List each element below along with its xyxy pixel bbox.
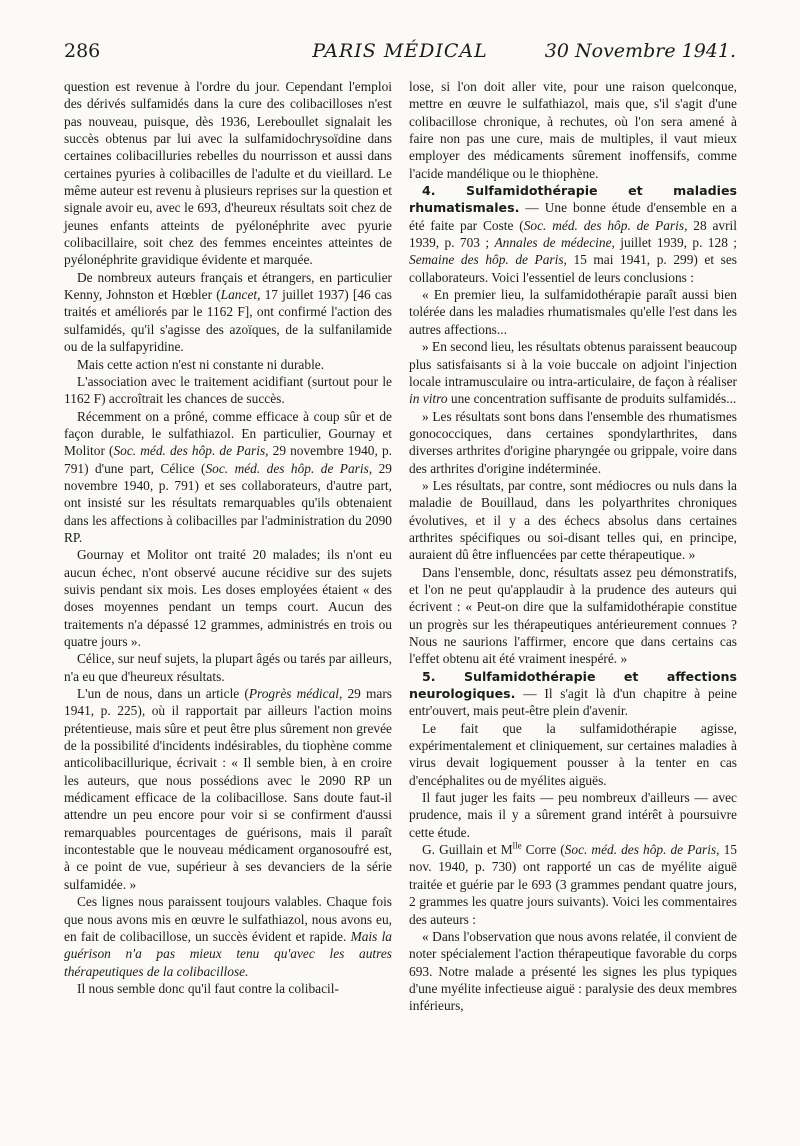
citation: Progrès médical, <box>248 686 343 702</box>
quote-paragraph: » En second lieu, les résultats obtenus paraissent beaucoup plus satisfaisants si à la voie buccale on adjoint l'injection locale intramusculaire ou intra-articulaire, de façon à réaliser in vitro une concentration suffisante de produits sulfamidés... <box>409 339 737 407</box>
section-heading: 4. Sulfamidothérapie et maladies rhumatismales. <box>409 183 737 216</box>
citation: Semaine des hôp. de Paris, <box>409 252 567 268</box>
paragraph: question est revenue à l'ordre du jour. Cependant l'emploi des dérivés sulfamidés dans la cure des colibacilloses n'est pas nouveau, puisque, dès 1936, Lereboullet signalait les succès obtenus par lui avec la sulfamidochrysoïdine dans certaines colibacilluries rebelles du nourrisson et aussi dans certaines pyuries à colibacilles de l'adulte et du vieillard. Le même auteur est revenu à plusieurs reprises sur la question et signale avoir eu, avec le 693, d'heureux résultats soit chez de jeunes enfants atteints de pyélonéphrite avec pyurie colibacillaire, soit chez des femmes enceintes atteintes de pyélonéphrite gravidique évidente et marquée. <box>64 79 392 268</box>
quote-paragraph: » Les résultats sont bons dans l'ensemble des rhumatismes gonococciques, dans certaines spondylarthrites, dans diverses arthrites d'origine pharyngée ou grippale, voire dans des arthrites d'origine indéterminée. <box>409 408 737 476</box>
section-4: 4. Sulfamidothérapie et maladies rhumatismales. — Une bonne étude d'ensemble en a été faite par Coste (Soc. méd. des hôp. de Paris, 28 avril 1939, p. 703 ; Annales de médecine, juillet 1939, p. 128 ; Semaine des hôp. de Paris, 15 mai 1941, p. 299) et ses collaborateurs. Voici l'essentiel de leurs conclusions : <box>409 183 738 285</box>
paragraph: Dans l'ensemble, donc, résultats assez peu démonstratifs, et l'on ne peut qu'applaudir à la prudence des auteurs qui écrivent : « Peut-on dire que la sulfamidothérapie constitue un progrès sur les thérapeutiques antérieurement connues ? Nous ne saurions l'affirmer, encore que dans certains cas l'effet obtenu ait été vraiment inespéré. » <box>409 564 737 667</box>
citation: Annales de médecine, <box>494 235 615 251</box>
paragraph: Gournay et Molitor ont traité 20 malades; ils n'ont eu aucun échec, n'ont observé aucune récidive sur des sujets suivis pendant six mois. Les doses employées étaient « des doses moyennes pendant un temps court. Aucun des traitements n'a dépassé 12 grammes, administrés en trois ou quatre jours ». <box>64 547 392 649</box>
paragraph: Le fait que la sulfamidothérapie agisse, expérimentalement et cliniquement, sur certaines maladies à virus devait logiquement pousser à la tenter en cas d'encéphalites ou de myélites aiguës. <box>409 720 737 788</box>
paragraph: Célice, sur neuf sujets, la plupart âgés ou tarés par ailleurs, n'a eu que d'heureux résultats. <box>64 651 392 684</box>
paragraph: Ces lignes nous paraissent toujours valables. Chaque fois que nous avons mis en œuvre le sulfathiazol, nous avons eu, en fait de colibacillose, un succès évident et rapide. Mais la guérison n'a pas mieux tenu qu'avec les autres thérapeutiques de la colibacillose. <box>64 894 393 979</box>
citation: Soc. méd. des hôp. de Paris, <box>523 217 688 233</box>
issue-date: 30 Novembre 1941. <box>544 40 736 62</box>
citation: Soc. méd. des hôp. de Paris, <box>113 443 269 459</box>
quote-paragraph: « En premier lieu, la sulfamidothérapie paraît aussi bien tolérée dans les maladies rhumatismales qu'elle l'est dans les autres affections... <box>409 287 737 337</box>
paragraph: L'association avec le traitement acidifiant (surtout pour le 1162 F) accroîtrait les chances de succès. <box>64 373 392 407</box>
section-heading: 5. Sulfamidothérapie et affections neurologiques. <box>409 668 737 702</box>
paragraph: L'un de nous, dans un article (Progrès médical, 29 mars 1941, p. 225), où il rapportait par ailleurs l'action moins prétentieuse, mais sûre et peut être plus sûrement non grevée de la possibilité d'incidents indésirables, du tiophène comme anticolibacillurique, écrivait : « Il semble bien, à en croire les auteurs, que nous possédions avec le 2090 RP un médicament efficace de la colibacillose. Sans doute faut-il attendre un peu encore pour voir si se confirment d'aussi remarquables pourcentages de guérisons, mais il paraît incontestable que le nouveau médicament organosoufré est, à ce point de vue, supérieur à ses devanciers de la série sulfamidée. » <box>64 686 393 892</box>
paragraph: lose, si l'on doit aller vite, pour une raison quelconque, mettre en œuvre le sulfathiazol, mais que, s'il s'agit d'une colibacillose chronique, à rechutes, où l'on sera amené à faire non pas une cure, mais de multiples, il vaut mieux employer des médicaments sûrement inoffensifs, comme l'acide mandélique ou le thiophène. <box>409 79 737 181</box>
page-number: 286 <box>64 40 101 62</box>
paragraph: Mais cette action n'est ni constante ni durable. <box>77 356 325 372</box>
section-5: 5. Sulfamidothérapie et affections neurologiques. — Il s'agit là d'un chapitre à peine entr'ouvert, mais peut-être plein d'avenir. <box>409 668 737 719</box>
paragraph: De nombreux auteurs français et étrangers, en particulier Kenny, Johnston et Hœbler (Lancet, 17 juillet 1937) [46 cas traités et améliorés par le 1162 F], ont confirmé l'action des sulfamidés, qu'il s'agisse des azoïques, de la sulfanilamide ou de la sulfapyridine. <box>64 269 392 355</box>
page-header <box>64 40 736 70</box>
right-column <box>409 78 737 1015</box>
quote-paragraph: » Les résultats, par contre, sont médiocres ou nuls dans la maladie de Bouillaud, dans les polyarthrites chroniques évolutives, et il y a des échecs absolus dans certaines arthrites spécifiques ou soi-disant telles qui, en principe, auraient dû être influencées par cette thérapeutique. » <box>409 477 737 563</box>
paragraph: Il nous semble donc qu'il faut contre la colibacil- <box>77 980 339 996</box>
journal-title: PARIS MÉDICAL <box>312 40 488 62</box>
quote-paragraph: « Dans l'observation que nous avons relatée, il convient de noter spécialement l'action thérapeutique favorable du corps 693. Notre malade a présenté les signes les plus typiques d'une myélite infectieuse aiguë : paralysie des deux membres inférieurs, <box>409 928 737 1014</box>
left-column <box>64 78 392 997</box>
citation: Soc. méd. des hôp. de Paris, <box>205 460 373 476</box>
citation: Lancet, <box>220 287 261 303</box>
citation: Soc. méd. des hôp. de Paris, <box>564 842 720 858</box>
emphasis: in vitro <box>409 391 448 407</box>
paragraph: G. Guillain et $M^{lle}$ Corre (Soc. méd. des hôp. de Paris, 15 nov. 1940, p. 730) ont rapporté un cas de myélite aiguë traitée et guérie par le 693 (3 grammes pendant quatre jours, 2 grammes les quatre jours suivants). Voici les commentaires des auteurs : <box>409 840 737 927</box>
paragraph: Récemment on a prôné, comme efficace à coup sûr et de façon durable, le sulfathiazol. En particulier, Gournay et Molitor (Soc. méd. des hôp. de Paris, 29 novembre 1940, p. 791) d'une part, Célice (Soc. méd. des hôp. de Paris, 29 novembre 1940, p. 791) et ses collaborateurs, d'autre part, ont insisté sur les résultats remarquables qu'ils obtenaient dans les affections à colibacilles par l'administration du 2090 RP. <box>64 408 392 545</box>
paragraph: Il faut juger les faits — peu nombreux d'ailleurs — avec prudence, mais il y a sûrement grand intérêt à poursuivre cette étude. <box>409 790 737 840</box>
emphasis: Mais la guérison n'a pas mieux tenu qu'avec les autres thérapeutiques de la colibacillose. <box>64 928 393 979</box>
